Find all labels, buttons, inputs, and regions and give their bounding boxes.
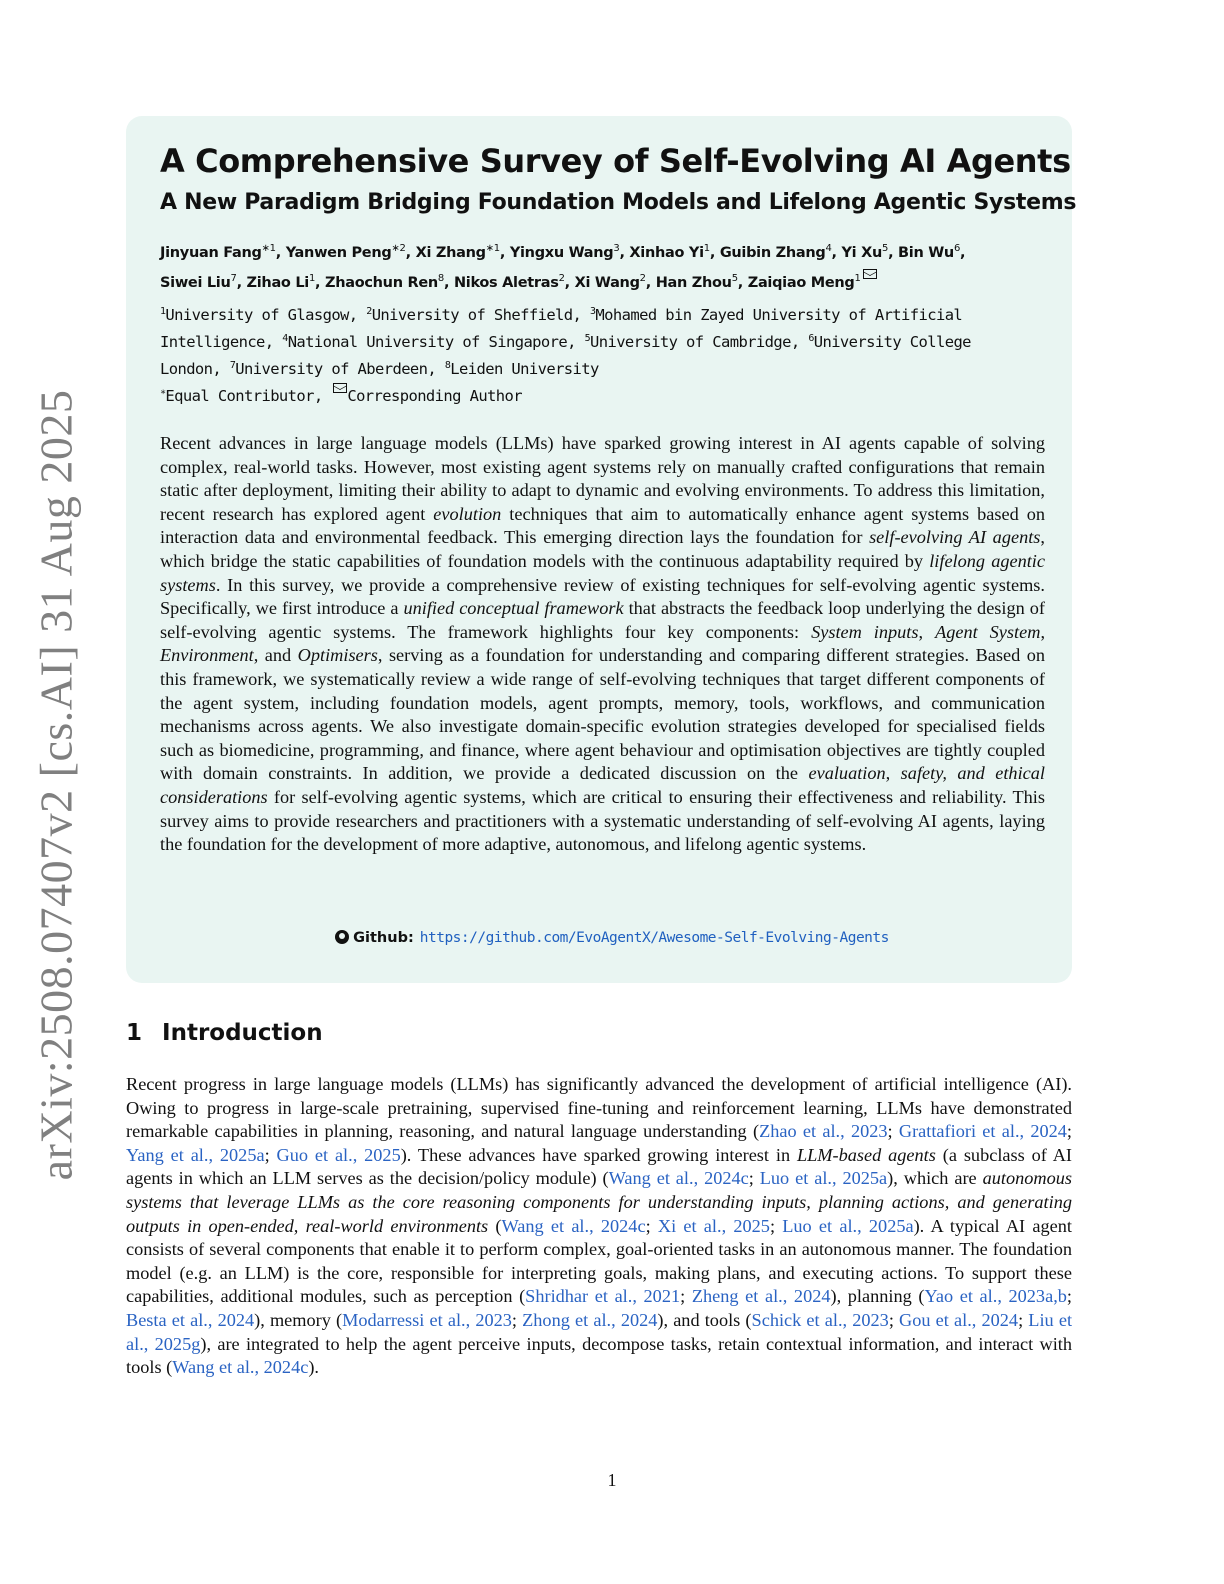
author: Guibin Zhang$^4$ (719, 243, 832, 261)
contribution-notes: ∗Equal Contributor, Corresponding Author (160, 381, 522, 408)
github-label: Github: (353, 930, 414, 946)
author: Bin Wu$^6$ (898, 243, 961, 261)
section-heading (126, 1020, 323, 1046)
abstract: Recent advances in large language models (LLMs) have sparked growing interest in AI agents capable of solving complex, real-world tasks. However, most existing agent systems rely on manually crafted configurations that remain static after deployment, limiting their ability to adapt to dynamic and evolving environments. To address this limitation, recent research has explored agent evolution techniques that aim to automatically enhance agent systems based on interaction data and environmental feedback. This emerging direction lays the foundation for self-evolving AI agents, which bridge the static capabilities of foundation models with the continuous adaptability required by lifelong agentic systems. In this survey, we provide a comprehensive review of existing techniques for self-evolving agentic systems. Specifically, we first introduce a unified conceptual framework that abstracts the feedback loop underlying the design of self-evolving agentic systems. The framework highlights four key components: System inputs, Agent System, Environment, and Optimisers, serving as a foundation for understanding and comparing different strategies. Based on this framework, we systematically review a wide range of self-evolving techniques that target different components of the agent system, including foundation models, agent prompts, memory, tools, workflows, and communication mechanisms across agents. We also investigate domain-specific evolution strategies developed for specialised fields such as biomedicine, programming, and finance, where agent behaviour and optimisation objectives are tightly coupled with domain constraints. In addition, we provide a dedicated discussion on the evaluation, safety, and ethical considerations for self-evolving agentic systems, which are critical to ensuring their effectiveness and reliability. This survey aims to provide researchers and practitioners with a systematic understanding of self-evolving AI agents, laying the foundation for the development of more adaptive, autonomous, and lifelong agentic systems. (160, 433, 1046, 855)
author: Yi Xu$^5$ (841, 243, 889, 261)
affiliation: $^7$University of Aberdeen (229, 360, 428, 379)
citation-link[interactable]: Yao et al., 2023a,b (924, 1286, 1067, 1307)
affiliation: $^4$National University of Singapore (282, 333, 568, 352)
citation-link[interactable]: Schick et al., 2023 (751, 1309, 889, 1330)
section-number: 1 (126, 1020, 143, 1046)
author: Zaiqiao Meng$^1$ (747, 272, 861, 291)
citation-link[interactable]: Luo et al., 2025a (782, 1215, 914, 1236)
citation-link[interactable]: Gou et al., 2024 (899, 1309, 1019, 1330)
author: Xi Wang$^2$ (574, 272, 646, 291)
citation-link[interactable]: Zheng et al., 2024 (691, 1286, 831, 1307)
paper-subtitle: A New Paradigm Bridging Foundation Models and Lifelong Agentic Systems (160, 190, 1077, 215)
section-title: Introduction (162, 1020, 323, 1046)
citation-link[interactable]: Guo et al., 2025 (276, 1144, 401, 1165)
affiliation: $^1$University of Glasgow (160, 306, 349, 325)
author: Zihao Li$^1$ (246, 272, 316, 291)
affiliation: $^5$University of Cambridge (584, 333, 791, 352)
citation-link[interactable]: Wang et al., 2024c (172, 1357, 309, 1378)
page-number: 1 (607, 1470, 617, 1490)
author: Zhaochun Ren$^8$ (324, 272, 444, 291)
citation-link[interactable]: Luo et al., 2025a (759, 1168, 888, 1189)
affiliation-list: $^1$University of Glasgow, $^2$University of Sheffield, $^3$Mohamed bin Zayed University of Artificial Intelligence, $^4$National University of Singapore, $^5$University of Cambridge, $^6$University College London, $^7$University of Aberdeen, $^8$Leiden University (160, 306, 971, 379)
citation-link[interactable]: Xi et al., 2025 (657, 1215, 770, 1236)
author: Xi Zhang$^{∗1}$ (415, 243, 500, 261)
author: Xinhao Yi$^1$ (629, 243, 710, 261)
citation-link[interactable]: Wang et al., 2024c (608, 1168, 749, 1189)
citation-link[interactable]: Wang et al., 2024c (501, 1215, 646, 1236)
citation-link[interactable]: Zhong et al., 2024 (522, 1309, 658, 1330)
arxiv-identifier: arXiv:2508.07407v2 [cs.AI] 31 Aug 2025 (30, 389, 82, 1181)
author: Siwei Liu$^7$ (160, 272, 237, 291)
citation-link[interactable]: Shridhar et al., 2021 (525, 1286, 681, 1307)
corresponding-author-note: Corresponding Author (347, 387, 522, 406)
citation-link[interactable]: Grattafiori et al., 2024 (898, 1121, 1067, 1142)
author: Yingxu Wang$^3$ (509, 243, 620, 261)
affiliation: $^8$Leiden University (444, 360, 599, 379)
envelope-icon (333, 383, 347, 393)
author: Jinyuan Fang$^{∗1}$ (160, 243, 276, 261)
affiliation: $^2$University of Sheffield (366, 306, 573, 325)
author-list: Jinyuan Fang$^{∗1}$, Yanwen Peng$^{∗2}$, Xi Zhang$^{∗1}$, Yingxu Wang$^3$, Xinhao Yi$^1$, Guibin Zhang$^4$, Yi Xu$^5$, Bin Wu$^6$, Siwei Liu$^7$, Zihao Li$^1$, Zhaochun Ren$^8$, Nikos Aletras$^2$, Xi Wang$^2$, Han Zhou$^5$, Zaiqiao Meng$^1$ (160, 243, 966, 291)
github-line (0, 930, 1224, 946)
author: Nikos Aletras$^2$ (453, 272, 565, 291)
author: Yanwen Peng$^{∗2}$ (285, 243, 406, 261)
github-link[interactable]: https://github.com/EvoAgentX/Awesome-Self-Evolving-Agents (419, 930, 889, 946)
citation-link[interactable]: Yang et al., 2025a (126, 1144, 265, 1165)
equal-contributor-note: Equal Contributor, (165, 387, 323, 406)
affiliation: $^3$Mohamed bin Zayed University of Artificial Intelligence (160, 306, 963, 352)
envelope-icon (863, 269, 877, 279)
citation-link[interactable]: Liu et al., 2025g (126, 1309, 1073, 1354)
author: Han Zhou$^5$ (655, 272, 738, 291)
paper-title: A Comprehensive Survey of Self-Evolving AI Agents (160, 142, 1071, 180)
citation-link[interactable]: Modarressi et al., 2023 (342, 1309, 512, 1330)
citation-link[interactable]: Zhao et al., 2023 (759, 1121, 888, 1142)
introduction-paragraph: Recent progress in large language models (LLMs) has significantly advanced the development of artificial intelligence (AI). Owing to progress in large-scale pretraining, supervised fine-tuning and reinforcement learning, LLMs have demonstrated remarkable capabilities in planning, reasoning, and natural language understanding (Zhao et al., 2023; Grattafiori et al., 2024; Yang et al., 2025a; Guo et al., 2025). These advances have sparked growing interest in LLM-based agents (a subclass of AI agents in which an LLM serves as the decision/policy module) (Wang et al., 2024c; Luo et al., 2025a), which are autonomous systems that leverage LLMs as the core reasoning components for understanding inputs, planning actions, and generating outputs in open-ended, real-world environments (Wang et al., 2024c; Xi et al., 2025; Luo et al., 2025a). A typical AI agent consists of several components that enable it to perform complex, goal-oriented tasks in an autonomous manner. The foundation model (e.g. an LLM) is the core, responsible for interpreting goals, making plans, and executing actions. To support these capabilities, additional modules, such as perception (Shridhar et al., 2021; Zheng et al., 2024), planning (Yao et al., 2023a,b; Besta et al., 2024), memory (Modarressi et al., 2023; Zhong et al., 2024), and tools (Schick et al., 2023; Gou et al., 2024; Liu et al., 2025g), are integrated to help the agent perceive inputs, decompose tasks, retain contextual information, and interact with tools (Wang et al., 2024c). (126, 1074, 1073, 1378)
github-icon (335, 930, 349, 944)
affiliation: $^6$University College London (160, 333, 971, 379)
citation-link[interactable]: Besta et al., 2024 (126, 1309, 255, 1330)
